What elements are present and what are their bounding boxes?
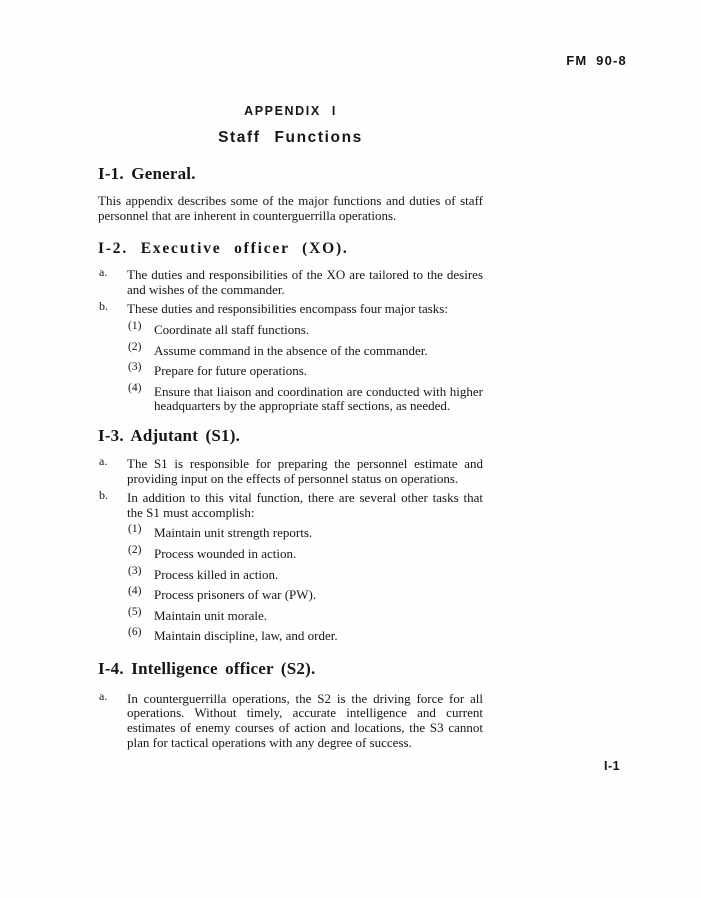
appendix-label: APPENDIX I — [244, 104, 337, 118]
sub-item-text: Maintain unit strength reports. — [154, 525, 313, 541]
section-heading-i1: I-1. General. — [98, 164, 196, 183]
list-item-text: The S1 is responsible for preparing the personnel estimate and providing input on the effects of personnel status on operations. — [127, 455, 483, 486]
section-i1-paragraph: This appendix describes some of the major functions and duties of staff personnel that are inherent in counterguerrilla operations. — [98, 193, 483, 223]
section-heading-i4: I-4. Intelligence officer (S2). — [98, 658, 316, 678]
sub-item-4 — [98, 585, 483, 603]
list-item-label: a. — [99, 688, 108, 703]
sub-item-1 — [98, 319, 483, 338]
sub-item-label: (3) — [128, 564, 142, 577]
list-item-label: a. — [99, 453, 108, 468]
sub-item-text: Coordinate all staff functions. — [154, 321, 310, 337]
sub-item-text: Assume command in the absence of the commander. — [154, 342, 428, 358]
section-heading-i3: I-3. Adjutant (S1). — [98, 425, 241, 445]
list-item-text: In counterguerrilla operations, the S2 is the driving force for all operations. Without timely, accurate intelligence and current estimates of enemy courses of action and locations, the S3 cannot plan for tactical operations with any degree of success. — [127, 690, 483, 750]
sub-item-label: (6) — [128, 626, 142, 639]
list-item-a — [98, 453, 483, 486]
sub-item-6 — [98, 626, 483, 644]
page-number: I-1 — [604, 759, 621, 773]
list-item-b — [98, 488, 483, 520]
sub-item-3 — [98, 361, 483, 379]
doc-reference: FM 90-8 — [566, 53, 627, 68]
list-item-text: These duties and responsibilities encompass four major tasks: — [127, 301, 448, 317]
list-item-b — [98, 299, 483, 317]
sub-item-label: (2) — [128, 543, 142, 556]
sub-item-text: Ensure that liaison and coordination are conducted with higher headquarters by the appropriate staff sections, as needed. — [154, 383, 483, 414]
sub-item-label: (2) — [128, 340, 142, 353]
sub-item-3 — [98, 564, 483, 583]
sub-item-label: (4) — [128, 585, 142, 598]
sub-item-text: Process wounded in action. — [154, 545, 297, 561]
sub-item-label: (5) — [128, 605, 142, 618]
section-heading-i2: I-2. Executive officer (XO). — [98, 240, 349, 258]
list-item-label: b. — [99, 488, 108, 503]
sub-item-label: (1) — [128, 523, 142, 536]
sub-item-label: (3) — [128, 361, 142, 374]
sub-item-4 — [98, 381, 483, 414]
sub-item-label: (1) — [128, 319, 142, 332]
document-content — [98, 0, 483, 750]
list-item-a — [98, 688, 483, 750]
list-item-label: a. — [99, 265, 108, 280]
list-item-label: b. — [99, 299, 108, 314]
sub-item-text: Prepare for future operations. — [154, 363, 308, 379]
sub-item-1 — [98, 523, 483, 541]
sub-item-text: Maintain unit morale. — [154, 607, 268, 623]
sub-item-label: (4) — [128, 381, 142, 394]
list-item-text: The duties and responsibilities of the XO are tailored to the desires and wishes of the commander. — [127, 267, 483, 297]
sub-item-2 — [98, 340, 483, 359]
sub-item-5 — [98, 605, 483, 624]
list-item-text: In addition to this vital function, there are several other tasks that the S1 must accomplish: — [127, 490, 483, 520]
sub-item-text: Process prisoners of war (PW). — [154, 587, 317, 603]
sub-item-2 — [98, 543, 483, 562]
sub-item-text: Maintain discipline, law, and order. — [154, 628, 338, 644]
sub-item-text: Process killed in action. — [154, 566, 279, 582]
list-item-a — [98, 265, 483, 297]
document-title: Staff Functions — [218, 129, 363, 146]
